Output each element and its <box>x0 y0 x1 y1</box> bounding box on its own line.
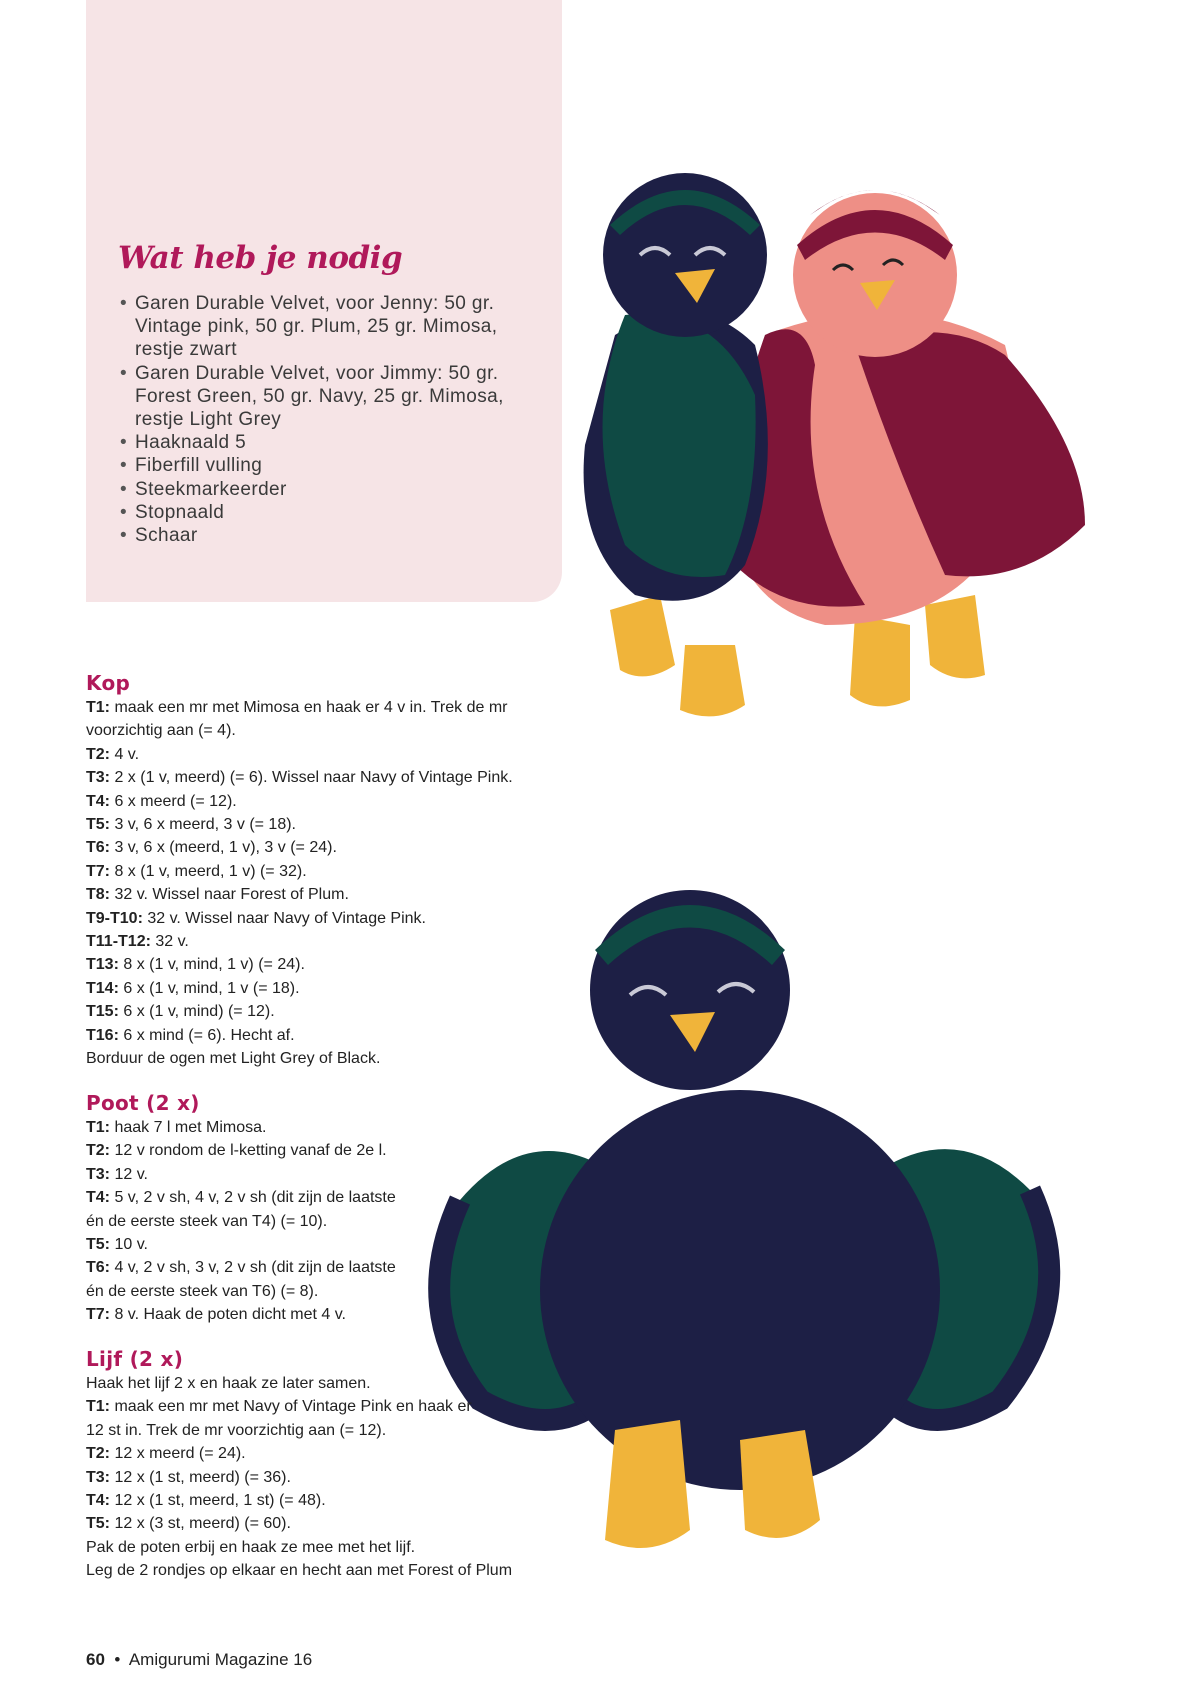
round-label: T4: <box>86 792 110 810</box>
instruction-row <box>86 1395 486 1442</box>
instruction-row <box>86 1024 586 1047</box>
round-label: T8: <box>86 886 110 904</box>
round-text: 6 x (1 v, mind, 1 v (= 18). <box>118 979 300 997</box>
round-text: 8 v. Haak de poten dicht met 4 v. <box>110 1306 346 1324</box>
instruction-row <box>86 1303 416 1326</box>
instruction-row <box>86 1372 486 1395</box>
round-label: T7: <box>86 862 110 880</box>
section-title: Lijf (2 x) <box>86 1347 184 1371</box>
round-text: maak een mr met Navy of Vintage Pink en haak er 12 st in. Trek de mr voorzichtig aan (= 12). <box>86 1398 472 1439</box>
round-text: 6 x meerd (= 12). <box>110 792 237 810</box>
round-label: T1: <box>86 1119 110 1136</box>
round-text: 12 x (3 st, meerd) (= 60). <box>110 1515 291 1533</box>
materials-title: Wat heb je nodig <box>118 240 403 276</box>
materials-item: • Schaar <box>118 524 538 547</box>
round-text: Pak de poten erbij en haak ze mee met het lijf. <box>86 1538 416 1556</box>
round-label: T5: <box>86 816 110 834</box>
round-text: 12 x (1 st, meerd, 1 st) (= 48). <box>110 1492 326 1510</box>
instruction-row <box>86 930 586 953</box>
round-text: 6 x mind (= 6). Hecht af. <box>118 1026 295 1044</box>
round-text: 32 v. Wissel naar Forest of Plum. <box>110 886 349 904</box>
instruction-row <box>86 860 586 883</box>
instruction-row <box>86 953 586 976</box>
instruction-row <box>86 883 586 906</box>
photo-duck-pair <box>565 165 1095 725</box>
duck-foot <box>925 595 985 678</box>
round-text: 12 x meerd (= 24). <box>110 1445 246 1463</box>
section-poot <box>86 1090 416 1327</box>
round-label: T1: <box>86 699 110 716</box>
instruction-row <box>86 1047 586 1070</box>
round-label: T4: <box>86 1492 110 1510</box>
round-label: T2: <box>86 1142 110 1160</box>
round-label: T3: <box>86 769 110 787</box>
round-label: T6: <box>86 839 110 857</box>
round-text: Haak het lijf 2 x en haak ze later samen. <box>86 1375 371 1392</box>
page-number: 60 <box>86 1650 105 1669</box>
round-text: 12 v. <box>110 1165 148 1183</box>
duck-body-navy <box>540 1090 940 1490</box>
round-label: T9-T10: <box>86 909 143 927</box>
materials-list <box>118 292 538 547</box>
section-title: Poot (2 x) <box>86 1091 200 1115</box>
instruction-row <box>86 1000 586 1023</box>
round-label: T3: <box>86 1165 110 1183</box>
instruction-row <box>86 766 586 789</box>
instruction-row <box>86 696 586 743</box>
round-label: T5: <box>86 1236 110 1254</box>
section-title: Kop <box>86 671 131 695</box>
round-text: 4 v. <box>110 745 140 763</box>
round-label: T14: <box>86 979 119 997</box>
round-text: 12 v rondom de l-ketting vanaf de 2e l. <box>110 1142 387 1160</box>
round-label: T4: <box>86 1189 110 1207</box>
round-label: T5: <box>86 1515 110 1533</box>
round-text: 2 x (1 v, meerd) (= 6). Wissel naar Navy of Vintage Pink. <box>110 769 513 787</box>
round-text: 3 v, 6 x meerd, 3 v (= 18). <box>110 816 296 834</box>
round-label: T13: <box>86 956 119 974</box>
round-text: 32 v. <box>150 933 189 951</box>
duck-foot <box>680 645 745 716</box>
materials-item: • Stopnaald <box>118 501 538 524</box>
instruction-row <box>86 907 586 930</box>
section-kop <box>86 670 586 1071</box>
instruction-row <box>86 813 586 836</box>
instruction-row <box>86 977 586 1000</box>
instruction-row <box>86 743 586 766</box>
round-label: T11-T12: <box>86 933 151 951</box>
round-text: 4 v, 2 v sh, 3 v, 2 v sh (dit zijn de laatste én de eerste steek van T6) (= 8). <box>86 1259 396 1300</box>
instruction-row <box>86 1442 486 1465</box>
round-text: Borduur de ogen met Light Grey of Black. <box>86 1050 381 1068</box>
round-text: 8 x (1 v, mind, 1 v) (= 24). <box>118 956 305 974</box>
round-label: T6: <box>86 1259 110 1277</box>
round-text: 12 x (1 st, meerd) (= 36). <box>110 1468 291 1486</box>
instruction-row <box>86 1512 486 1535</box>
materials-item: • Garen Durable Velvet, voor Jimmy: 50 gr. Forest Green, 50 gr. Navy, 25 gr. Mimosa, restje Light Grey <box>118 362 538 432</box>
magazine-name: Amigurumi Magazine 16 <box>128 1650 313 1669</box>
round-text: 8 x (1 v, meerd, 1 v) (= 32). <box>110 862 307 880</box>
instruction-row <box>86 1536 486 1559</box>
round-text: haak 7 l met Mimosa. <box>110 1119 267 1136</box>
materials-item: • Fiberfill vulling <box>118 454 538 477</box>
instruction-row <box>86 836 586 859</box>
round-text: maak een mr met Mimosa en haak er 4 v in. Trek de mr voorzichtig aan (= 4). <box>86 699 508 740</box>
instruction-row <box>86 1489 486 1512</box>
duck-foot <box>610 595 675 676</box>
instruction-row <box>86 1256 416 1303</box>
round-text: 5 v, 2 v sh, 4 v, 2 v sh (dit zijn de laatste én de eerste steek van T4) (= 10). <box>86 1189 396 1230</box>
materials-item: • Steekmarkeerder <box>118 478 538 501</box>
instruction-row <box>86 1233 416 1256</box>
round-label: T2: <box>86 1445 110 1463</box>
duck-foot <box>850 615 910 706</box>
footer-separator: • <box>114 1650 121 1669</box>
round-label: T16: <box>86 1026 119 1044</box>
round-label: T1: <box>86 1398 110 1416</box>
materials-item: • Haaknaald 5 <box>118 431 538 454</box>
round-text: 6 x (1 v, mind) (= 12). <box>118 1003 275 1021</box>
round-text: 32 v. Wissel naar Navy of Vintage Pink. <box>142 909 426 927</box>
round-label: T15: <box>86 1003 119 1021</box>
round-label: T7: <box>86 1306 110 1324</box>
section-lijf <box>86 1346 513 1583</box>
instruction-row <box>86 1466 486 1489</box>
instruction-row <box>86 1186 416 1233</box>
instruction-row <box>86 1139 416 1162</box>
round-text: 10 v. <box>110 1236 148 1254</box>
instruction-row <box>86 1559 513 1582</box>
round-label: T3: <box>86 1468 110 1486</box>
page-footer <box>86 1650 312 1670</box>
instruction-row <box>86 1163 416 1186</box>
instruction-row <box>86 790 586 813</box>
round-label: T2: <box>86 745 110 763</box>
round-text: Leg de 2 rondjes op elkaar en hecht aan met Forest of Plum <box>86 1562 513 1580</box>
round-text: 3 v, 6 x (meerd, 1 v), 3 v (= 24). <box>110 839 337 857</box>
instruction-row <box>86 1116 416 1139</box>
duck-foot <box>605 1420 690 1548</box>
materials-item: • Garen Durable Velvet, voor Jenny: 50 gr. Vintage pink, 50 gr. Plum, 25 gr. Mimosa, restje zwart <box>118 292 538 362</box>
